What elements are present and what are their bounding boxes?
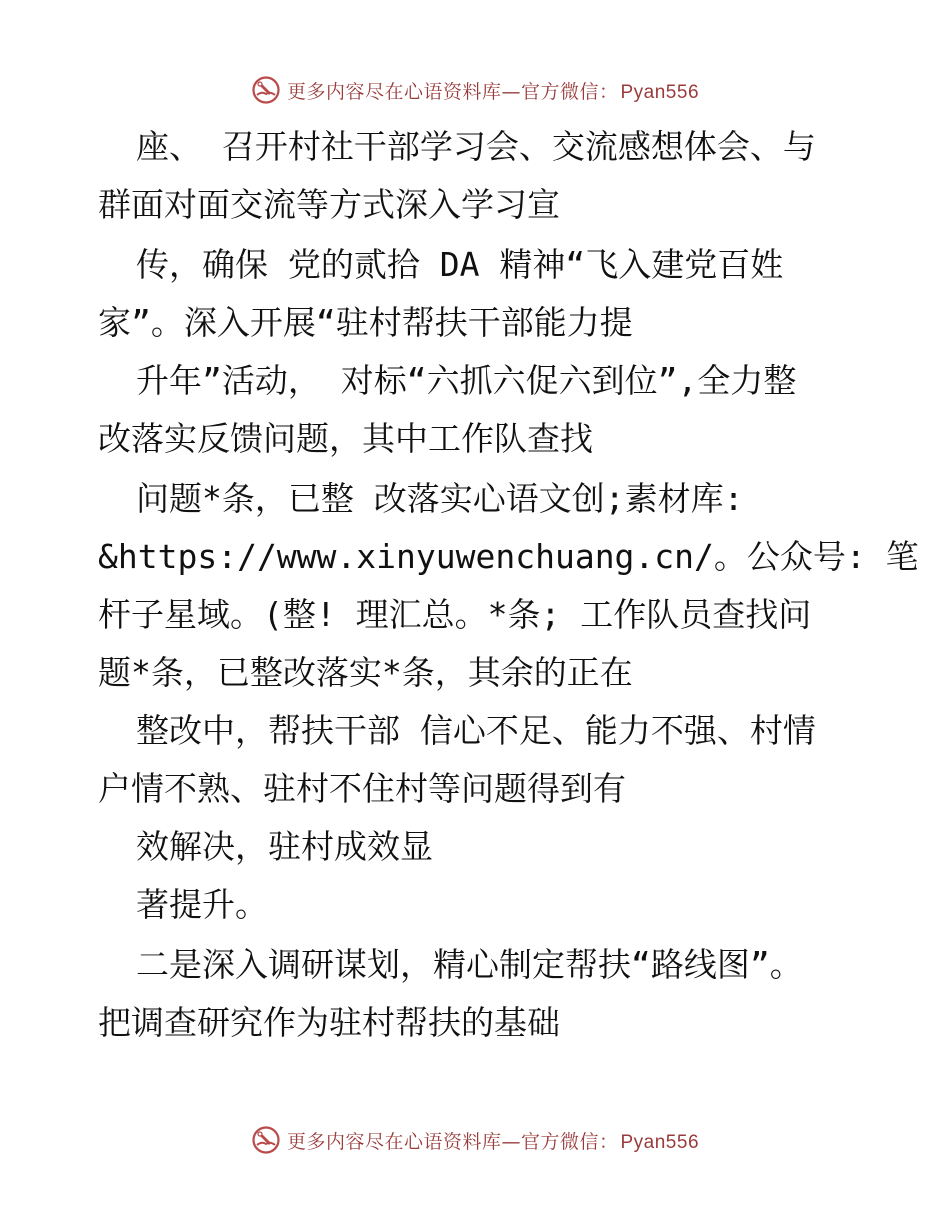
body-line: 题*条，已整改落实*条，其余的正在 [98, 653, 633, 692]
body-line: 座、 召开村社干部学习会、交流感想体会、与 [136, 127, 816, 166]
body-line: 家”。深入开展“驻村帮扶干部能力提 [98, 303, 633, 342]
book-pen-logo-icon [251, 1125, 281, 1155]
body-line: 效解决，驻村成效显 [136, 827, 433, 866]
body-line: 著提升。 [136, 885, 268, 924]
footer-banner [0, 1120, 950, 1160]
header-banner-text: 更多内容尽在心语资料库—官方微信： [286, 80, 619, 103]
body-line: 把调查研究作为驻村帮扶的基础 [98, 1003, 560, 1042]
body-line: 问题*条，已整 改落实心语文创;素材库: [136, 479, 744, 518]
header-wechat-id: Pyan556 [620, 81, 700, 103]
body-line: 传，确保 党的贰拾 DA 精神“飞入建党百姓 [136, 245, 784, 284]
header-banner [0, 70, 950, 110]
body-line: 户情不熟、驻村不住村等问题得到有 [98, 769, 626, 808]
body-line: 杆子星域。(整! 理汇总。*条; 工作队员查找问 [98, 595, 812, 634]
body-line: 改落实反馈问题，其中工作队查找 [98, 419, 593, 458]
body-line: &https://www.xinyuwenchuang.cn/。公众号: 笔 [98, 537, 919, 576]
body-line: 群面对面交流等方式深入学习宣 [98, 185, 560, 224]
footer-wechat-id: Pyan556 [620, 1131, 700, 1153]
book-pen-logo-icon [251, 75, 281, 105]
body-line: 整改中，帮扶干部 信心不足、能力不强、村情 [136, 711, 816, 750]
footer-banner-text: 更多内容尽在心语资料库—官方微信： [286, 1130, 619, 1153]
body-line: 升年”活动， 对标“六抓六促六到位”,全力整 [136, 361, 797, 400]
body-line: 二是深入调研谋划，精心制定帮扶“路线图”。 [136, 945, 803, 984]
